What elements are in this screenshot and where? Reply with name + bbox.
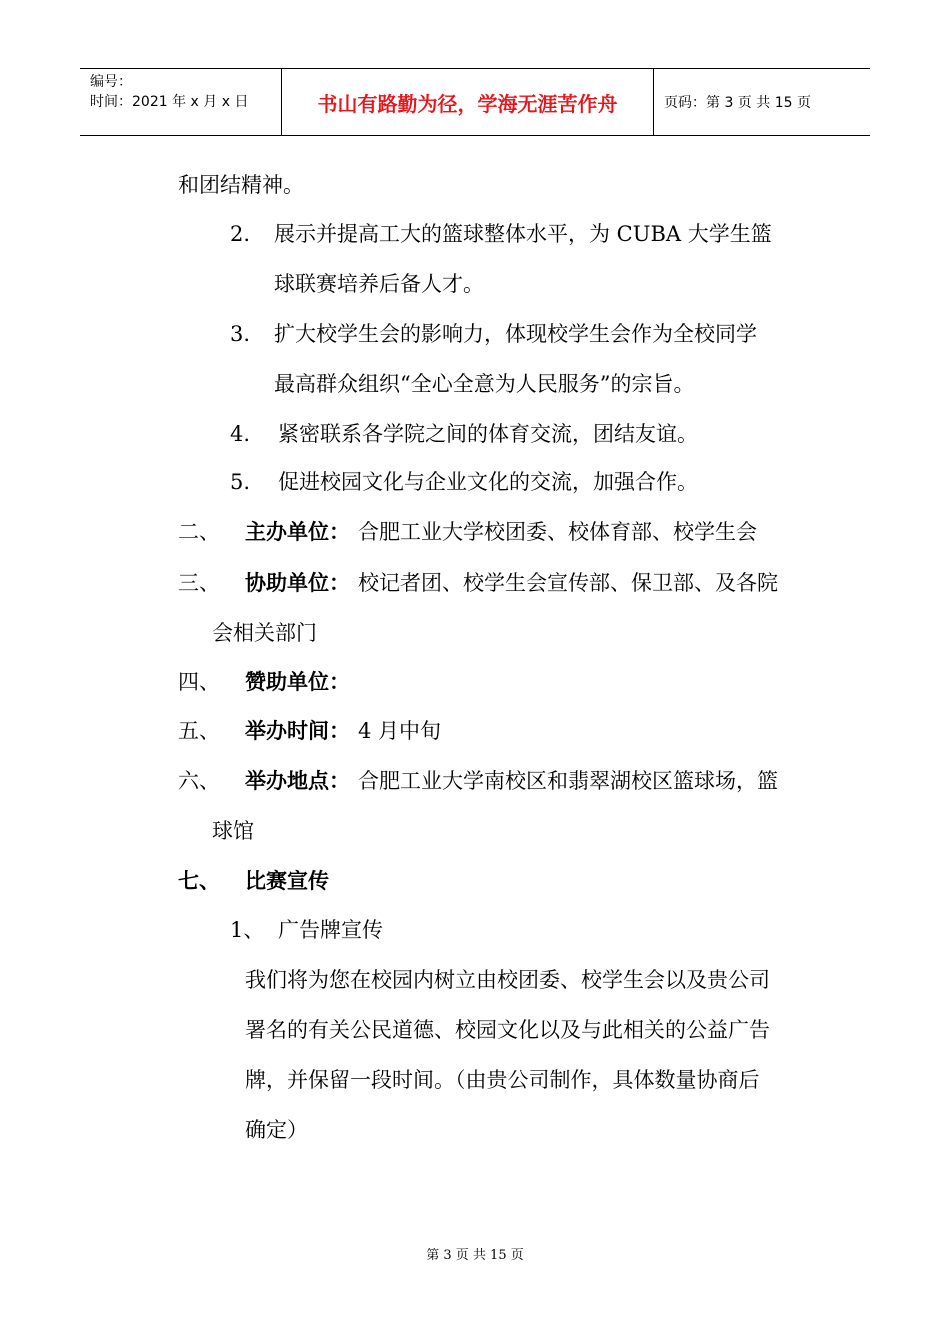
section-label: 举办时间：: [245, 718, 350, 743]
list-item-text: 扩大校学生会的影响力，体现校学生会作为全校同学: [274, 322, 757, 346]
list-item-text: 促进校园文化与企业文化的交流，加强合作。: [278, 470, 698, 494]
section-text: 4 月中旬: [358, 719, 442, 743]
list-item-number: 5.: [230, 470, 251, 494]
section-text-continued: 会相关部门: [212, 621, 317, 645]
list-item-number: 4.: [230, 422, 251, 446]
subsection-number: 1、: [230, 918, 265, 942]
paragraph-line: 牌，并保留一段时间。（由贵公司制作，具体数量协商后: [245, 1068, 760, 1092]
section-number: 七、: [178, 868, 220, 893]
section-number: 六、: [178, 769, 220, 793]
paragraph-line: 署名的有关公民道德、校园文化以及与此相关的公益广告: [245, 1018, 770, 1042]
section-label: 主办单位：: [245, 519, 350, 544]
header-meta-cell: [80, 69, 282, 135]
section-number: 四、: [178, 670, 220, 694]
number-label: 编号：: [90, 74, 132, 90]
document-header: [80, 68, 870, 136]
header-motto: 书山有路勤为径，学海无涯苦作舟: [282, 69, 654, 135]
list-item-text: 球联赛培养后备人才。: [274, 272, 484, 296]
section-text-continued: 球馆: [212, 819, 254, 843]
list-item-text: 展示并提高工大的篮球整体水平，为 CUBA 大学生篮: [274, 222, 772, 246]
page-footer: 第 3 页 共 15 页: [426, 1248, 524, 1263]
list-item-number: 3.: [230, 322, 251, 346]
list-item-text: 紧密联系各学院之间的体育交流，团结友谊。: [278, 422, 698, 446]
section-text: 校记者团、校学生会宣传部、保卫部、及各院: [358, 571, 778, 595]
section-label: 赞助单位：: [245, 669, 350, 694]
section-number: 五、: [178, 719, 220, 743]
header-page-info: 页码：第 3 页 共 15 页: [664, 95, 811, 111]
date-label: 时间：2021 年 x 月 x 日: [90, 94, 249, 110]
list-item-number: 2.: [230, 222, 251, 246]
section-number: 三、: [178, 571, 220, 595]
section-label: 协助单位：: [245, 570, 350, 595]
section-label: 比赛宣传: [245, 868, 329, 893]
paragraph-line: 我们将为您在校园内树立由校团委、校学生会以及贵公司: [245, 968, 770, 992]
subsection-label: 广告牌宣传: [278, 918, 383, 942]
section-label: 举办地点：: [245, 768, 350, 793]
section-text: 合肥工业大学南校区和翡翠湖校区篮球场，篮: [358, 769, 778, 793]
continuation-text: 和团结精神。: [178, 173, 304, 197]
paragraph-line: 确定）: [245, 1118, 308, 1142]
list-item-text: 最高群众组织“全心全意为人民服务”的宗旨。: [274, 372, 695, 396]
section-number: 二、: [178, 520, 220, 544]
section-text: 合肥工业大学校团委、校体育部、校学生会: [358, 520, 757, 544]
